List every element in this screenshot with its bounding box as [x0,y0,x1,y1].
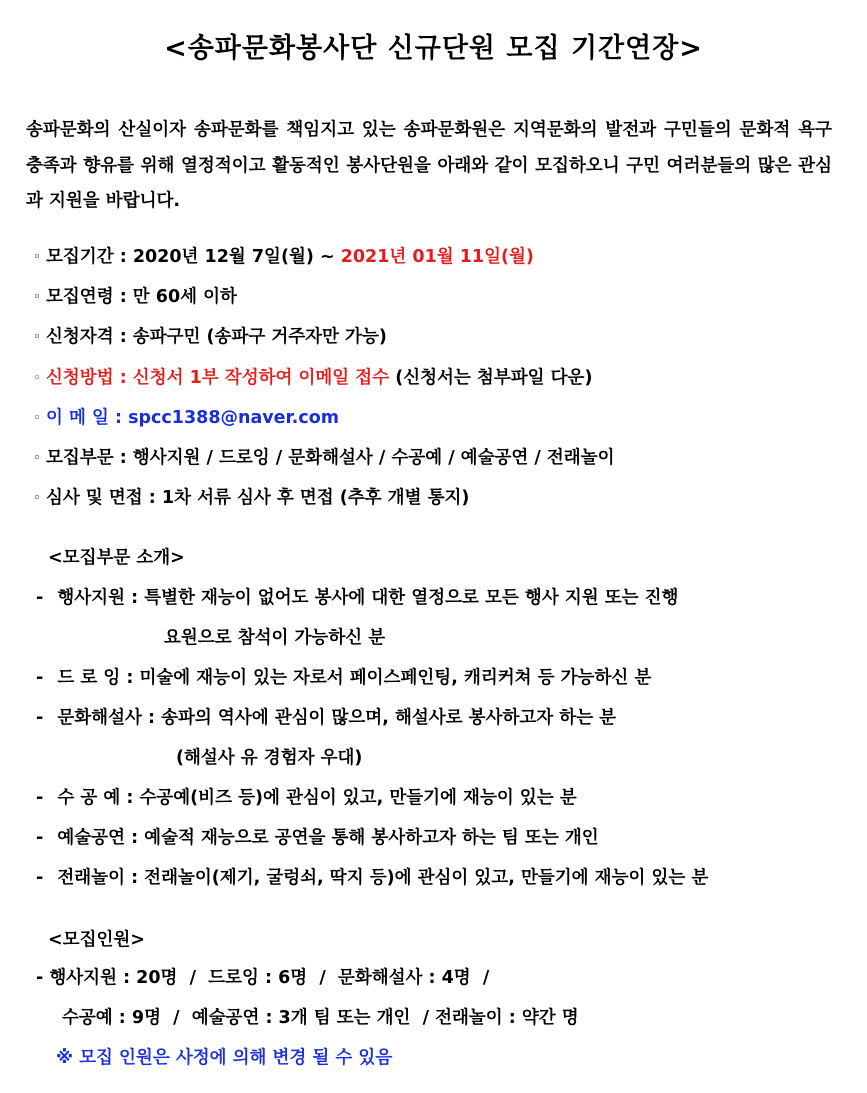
info-screening: ◦ 심사 및 면접 : 1차 서류 심사 후 면접 (추후 개별 통지) [30,484,469,509]
bullet-icon: ◦ [33,290,41,303]
division-item: - 드 로 잉 : 미술에 재능이 있는 자로서 페이스페인팅, 캐리커쳐 등 가능하신 분 [36,668,652,688]
bullet-icon: ◦ [33,451,41,464]
bullet-icon: ◦ [33,371,41,384]
intro-paragraph: 송파문화의 산실이자 송파문화를 책임지고 있는 송파문화원은 지역문화의 발전과 구민들의 문화적 욕구 충족과 향유를 위해 열정적이고 활동적인 봉사단원을 아래와 같이 모집하오니 구민 여러분들의 많은 관심과 지원을 바랍니다. [26,120,832,211]
info-period [30,243,534,268]
period-end: 2021년 01월 11일(월) [340,247,534,267]
division-item: - 수 공 예 : 수공예(비즈 등)에 관심이 있고, 만들기에 재능이 있는 분 [36,788,577,808]
division-item: - 행사지원 : 특별한 재능이 없어도 봉사에 대한 열정으로 모든 행사 지원 또는 진행 [36,588,679,608]
period-start: 2020년 12월 7일(월) ~ [132,247,341,267]
page-title: <송파문화봉사단 신규단원 모집 기간연장> [164,33,703,64]
division-item-continuation: (해설사 유 경험자 우대) [176,748,363,768]
info-email [30,404,339,429]
info-age: ◦ 모집연령 : 만 60세 이하 [30,283,237,308]
headcount-note: ※ 모집 인원은 사정에 의해 변경 될 수 있음 [56,1048,393,1068]
info-divisions: ◦ 모집부문 : 행사지원 / 드로잉 / 문화해설사 / 수공예 / 예술공연 / 전래놀이 [30,444,615,469]
email-label: 이 메 일 : [46,408,129,428]
bullet-icon: ◦ [33,330,41,343]
period-label: 모집기간 : [46,247,133,267]
division-item: - 전래놀이 : 전래놀이(제기, 굴렁쇠, 딱지 등)에 관심이 있고, 만들기에 재능이 있는 분 [36,868,709,888]
headcount-line-2: 수공예 : 9명 / 예술공연 : 3개 팀 또는 개인 / 전래놀이 : 약간 명 [62,1008,579,1028]
division-item: - 문화해설사 : 송파의 역사에 관심이 많으며, 해설사로 봉사하고자 하는 분 [36,708,617,728]
division-item: - 예술공연 : 예술적 재능으로 공연을 통해 봉사하고자 하는 팀 또는 개인 [36,828,599,848]
bullet-icon: ◦ [33,411,41,424]
divisions-heading: <모집부문 소개> [48,548,185,568]
info-method [30,364,592,389]
division-item-continuation: 요원으로 참석이 가능하신 분 [164,628,386,648]
email-link[interactable]: spcc1388@naver.com [128,408,339,428]
bullet-icon: ◦ [33,491,41,504]
headcount-heading: <모집인원> [48,930,145,950]
info-qualification: ◦ 신청자격 : 송파구민 (송파구 거주자만 가능) [30,323,387,348]
method-note: (신청서는 첨부파일 다운) [389,368,593,388]
headcount-line-1: - 행사지원 : 20명 / 드로잉 : 6명 / 문화해설사 : 4명 / [36,968,490,988]
bullet-icon: ◦ [33,250,41,263]
method-text: 신청방법 : 신청서 1부 작성하여 이메일 접수 [46,368,390,388]
